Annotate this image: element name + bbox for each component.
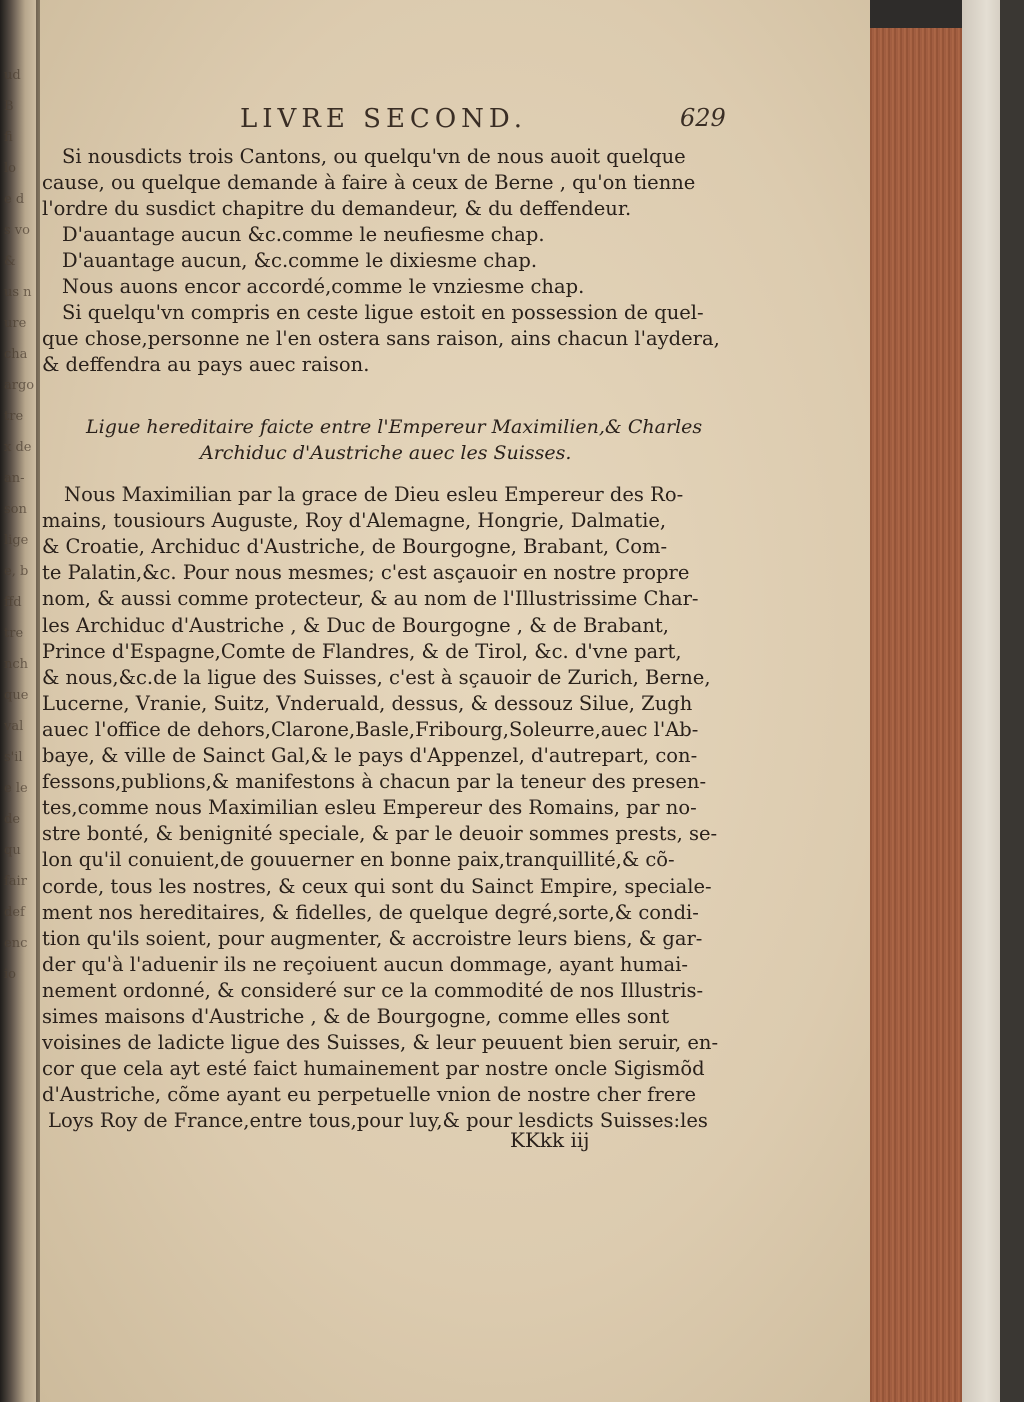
text-line: Nous Maximilian par la grace de Dieu esleu Empereur des Ro- <box>64 483 684 506</box>
facing-page-fragments <box>4 60 34 990</box>
text-line: fessons,publions,& manifestons à chacun par la teneur des presen- <box>42 770 707 794</box>
text-line: tes,comme nous Maximilian esleu Empereur des Romains, par no- <box>42 796 697 820</box>
facing-page-fragment: fair <box>4 874 27 889</box>
facing-page-fragment: enc <box>4 936 28 951</box>
facing-page-fragment: ud <box>4 68 21 83</box>
running-head-title: LIVRE SECOND. <box>240 104 528 134</box>
text-line: Prince d'Espagne,Comte de Flandres, & de Tirol, &c. d'vne part, <box>42 639 682 663</box>
text-line: Lucerne, Vranie, Suitz, Vnderuald, dessus, & dessouz Silue, Zugh <box>42 691 693 715</box>
text-line: nement ordonné, & consideré sur ce la commodité de nos Illustris- <box>42 978 704 1002</box>
text-line: & nous,&c.de la ligue des Suisses, c'est à sçauoir de Zurich, Berne, <box>42 665 711 689</box>
facing-page-fragment: tre <box>4 626 24 641</box>
text-line: cor que cela ayt esté faict humainement par nostre oncle Sigismõd <box>42 1057 705 1081</box>
text-line: tion qu'ils soient, pour augmenter, & accroistre leurs biens, & gar- <box>42 926 703 950</box>
text-line: que chose,personne ne l'en ostera sans raison, ains chacun l'aydera, <box>42 327 720 350</box>
text-line: der qu'à l'aduenir ils ne reçoiuent aucun dommage, ayant humai- <box>42 952 688 976</box>
text-line: voisines de ladicte ligue des Suisses, & leur peuuent bien seruir, en- <box>42 1031 719 1055</box>
facing-page-fragment: & <box>4 254 16 269</box>
facing-page-fragment: def <box>4 905 25 920</box>
facing-page-fragment: lige <box>4 533 29 548</box>
text-line: te Palatin,&c. Pour nous mesmes; c'est asçauoir en nostre propre <box>42 561 690 585</box>
heading-line: Archiduc d'Austriche auec les Suisses. <box>200 442 572 464</box>
facing-page-fragment: s'il <box>4 750 23 765</box>
running-head <box>240 104 760 134</box>
facing-page-fragment: ffd <box>4 595 22 610</box>
text-line: les Archiduc d'Austriche , & Duc de Bourgogne , & de Brabant, <box>42 613 669 637</box>
facing-page-fragment: lo <box>4 161 16 176</box>
text-line: stre bonté, & benignité speciale, & par le deuoir sommes prests, se- <box>42 822 718 846</box>
facing-page-fragment: e d <box>4 192 25 207</box>
facing-page-fragment: qu <box>4 843 21 858</box>
facing-page-fragment: son <box>4 502 27 517</box>
facing-page-fragment: cha <box>4 347 28 362</box>
text-line: D'auantage aucun, &c.comme le dixiesme chap. <box>62 249 538 272</box>
facing-page-fragment: nch <box>4 657 29 672</box>
facing-page-fragment: B <box>4 99 14 114</box>
facing-page-fragment: an- <box>4 471 25 486</box>
background-shadow <box>1000 0 1024 1402</box>
facing-page-fragment: ure <box>4 316 27 331</box>
facing-page-fragment: argo <box>4 378 35 393</box>
text-line: simes maisons d'Austriche , & de Bourgogne, comme elles sont <box>42 1005 670 1028</box>
text-line: Nous auons encor accordé,comme le vnziesme chap. <box>62 275 585 298</box>
facing-page-fragment: tre <box>4 409 24 424</box>
facing-page-fragment: que <box>4 688 29 703</box>
heading-line: Ligue hereditaire faicte entre l'Empereur Maximilien,& Charles <box>86 416 703 438</box>
page-number: 629 <box>680 104 726 132</box>
text-line: Si quelqu'vn compris en ceste ligue estoit en possession de quel- <box>62 301 704 324</box>
facing-page-fragment: fi <box>4 130 13 145</box>
facing-page-fragment: x de <box>4 440 32 455</box>
text-line: lon qu'il conuient,de gouuerner en bonne paix,tranquillité,& cõ- <box>42 848 675 872</box>
facing-page-fragment: de <box>4 812 21 827</box>
text-line: D'auantage aucun &c.comme le neufiesme chap. <box>62 223 545 246</box>
text-line: ment nos hereditaires, & fidelles, de quelque degré,sorte,& condi- <box>42 900 699 924</box>
text-line: corde, tous les nostres, & ceux qui sont du Sainct Empire, speciale- <box>42 874 712 898</box>
signature-mark: KKkk iij <box>510 1128 590 1152</box>
facing-page-fragment: s vo <box>4 223 30 238</box>
facing-page-fragment: val <box>4 719 24 734</box>
text-line: d'Austriche, cõme ayant eu perpetuelle vnion de nostre cher frere <box>42 1083 697 1107</box>
text-line: & Croatie, Archiduc d'Austriche, de Bourgogne, Brabant, Com- <box>42 535 668 559</box>
text-line: baye, & ville de Sainct Gal,& le pays d'Appenzel, d'autrepart, con- <box>42 744 698 767</box>
text-line: Si nousdicts trois Cantons, ou quelqu'vn de nous auoit quelque <box>62 145 686 168</box>
book-fore-edge <box>864 28 967 1402</box>
text-line: nom, & aussi comme protecteur, & au nom de l'Illustrissime Char- <box>42 587 699 611</box>
facing-page-edge <box>0 0 36 1402</box>
facing-page-fragment: io <box>4 967 16 982</box>
text-line: cause, ou quelque demande à faire à ceux de Berne , qu'on tienne <box>42 171 696 194</box>
facing-page-fragment: e, b <box>4 564 29 579</box>
text-line: mains, tousiours Auguste, Roy d'Alemagne, Hongrie, Dalmatie, <box>42 509 667 533</box>
text-line: & deffendra au pays auec raison. <box>42 353 370 376</box>
printed-page <box>40 0 870 1402</box>
text-line: Loys Roy de France,entre tous,pour luy,& pour lesdicts Suisses:les <box>48 1109 708 1133</box>
text-line: auec l'office de dehors,Clarone,Basle,Fribourg,Soleurre,auec l'Ab- <box>42 717 699 741</box>
facing-page-fragment: e le <box>4 781 28 796</box>
facing-page-fragment: us n <box>4 285 32 300</box>
text-line: l'ordre du susdict chapitre du demandeur, & du deffendeur. <box>42 197 632 220</box>
